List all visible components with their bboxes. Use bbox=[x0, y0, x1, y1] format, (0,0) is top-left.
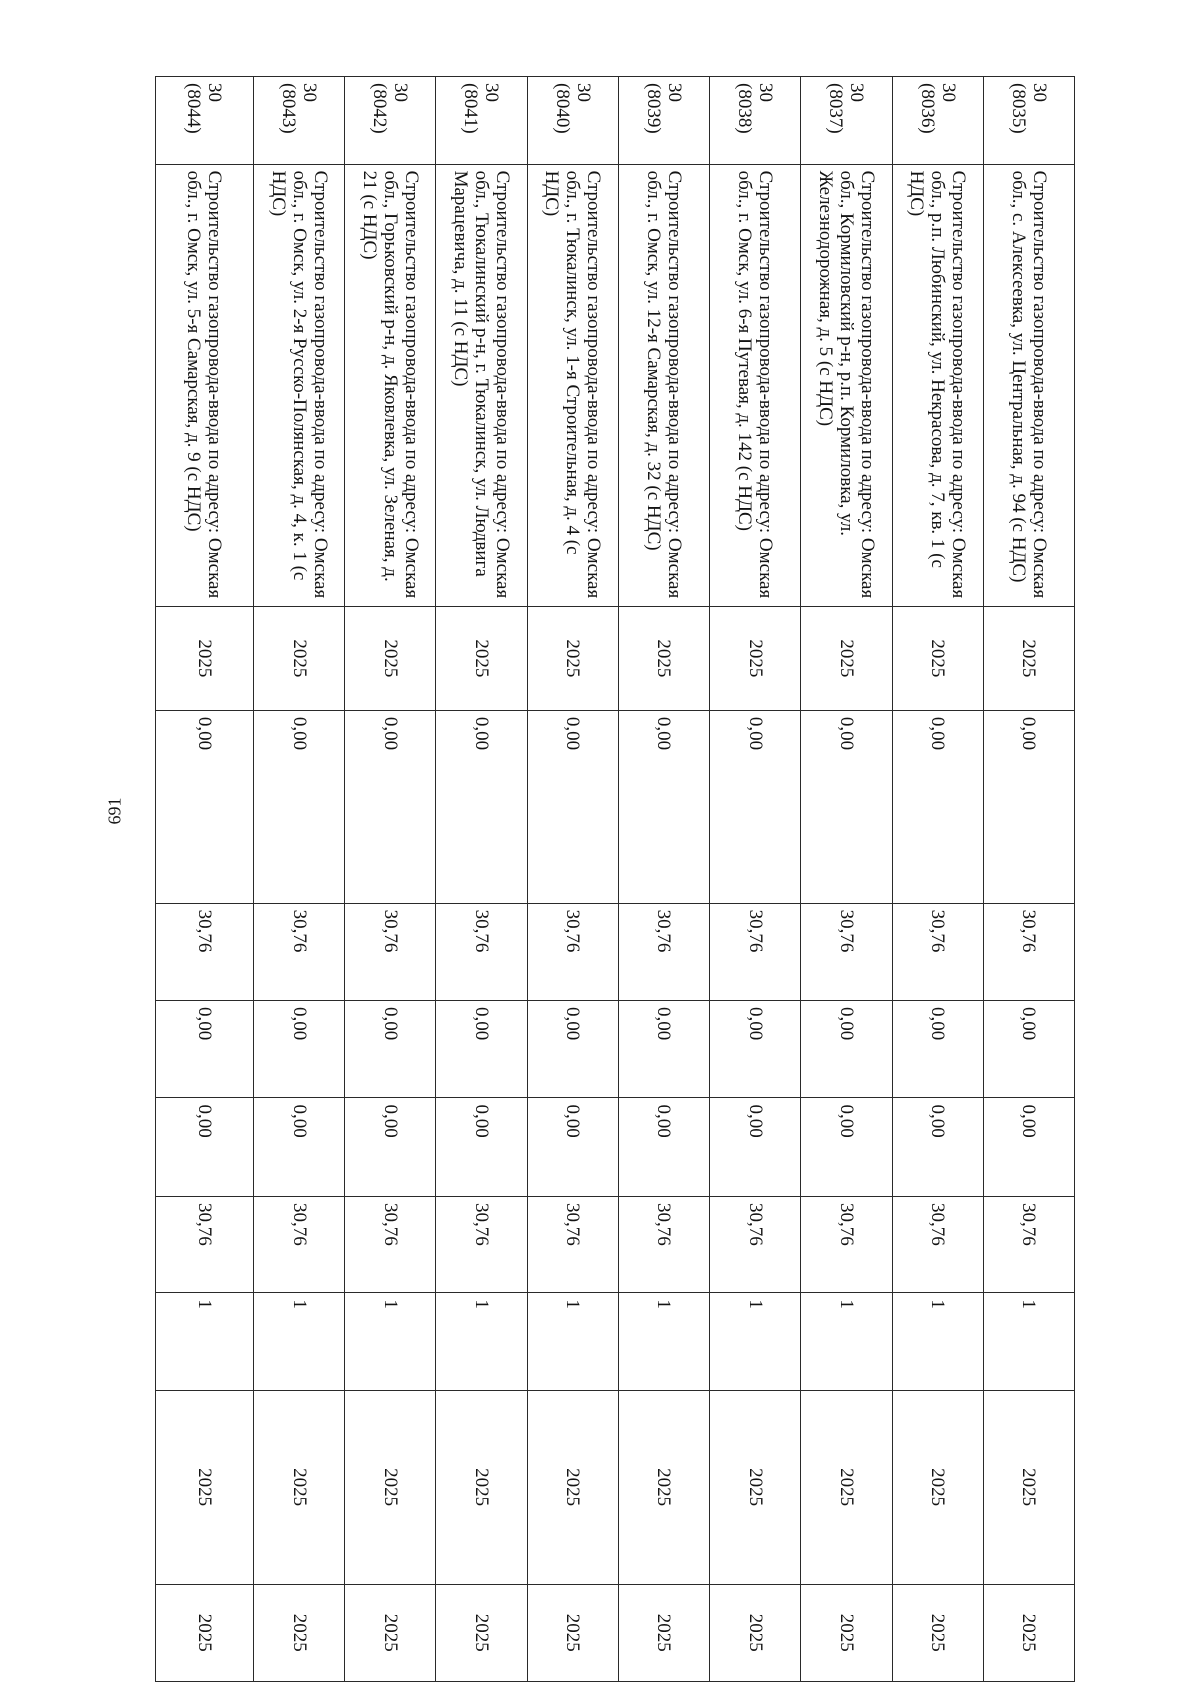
year-a-cell: 2025 bbox=[527, 1390, 618, 1584]
count-cell: 1 bbox=[436, 1293, 527, 1390]
row-code-group: 30 bbox=[1028, 83, 1050, 102]
page-number: 691 bbox=[104, 797, 125, 825]
value-a-cell: 0,00 bbox=[892, 710, 983, 903]
start-year-cell: 2025 bbox=[801, 606, 892, 710]
value-e-cell: 30,76 bbox=[156, 1196, 254, 1292]
value-e-cell: 30,76 bbox=[527, 1196, 618, 1292]
year-a-cell: 2025 bbox=[983, 1390, 1074, 1584]
row-code-group: 30 bbox=[390, 83, 412, 102]
year-a-cell: 2025 bbox=[436, 1390, 527, 1584]
value-e-cell: 30,76 bbox=[801, 1196, 892, 1292]
row-code-group: 30 bbox=[846, 83, 868, 102]
value-d-cell: 0,00 bbox=[618, 1098, 709, 1197]
table-row bbox=[983, 77, 1074, 1682]
year-b-cell: 2025 bbox=[892, 1584, 983, 1681]
value-a-cell: 0,00 bbox=[801, 710, 892, 903]
value-d-cell: 0,00 bbox=[436, 1098, 527, 1197]
year-a-cell: 2025 bbox=[253, 1390, 344, 1584]
value-c-cell: 0,00 bbox=[156, 1001, 254, 1098]
row-code-cell bbox=[253, 77, 344, 165]
year-b-cell: 2025 bbox=[618, 1584, 709, 1681]
year-a-cell: 2025 bbox=[710, 1390, 801, 1584]
value-d-cell: 0,00 bbox=[892, 1098, 983, 1197]
row-code-number: (8037) bbox=[825, 83, 847, 134]
object-name-cell: Строительство газопровода-ввода по адресу: Омская обл., Горьковский р-н, д. Яковлевка, ул. Зеленая, д. 21 (с НДС) bbox=[345, 164, 436, 606]
value-e-cell: 30,76 bbox=[983, 1196, 1074, 1292]
row-code-group: 30 bbox=[755, 83, 777, 102]
count-cell: 1 bbox=[527, 1293, 618, 1390]
year-b-cell: 2025 bbox=[253, 1584, 344, 1681]
row-code-group: 30 bbox=[204, 83, 226, 102]
object-name-cell: Строительство газопровода-ввода по адресу: Омская обл., Кормиловский р-н, р.п. Кормиловка, ул. Железнодорожная, д. 5 (с НДС) bbox=[801, 164, 892, 606]
start-year-cell: 2025 bbox=[983, 606, 1074, 710]
row-code-number: (8039) bbox=[642, 83, 664, 134]
year-b-cell: 2025 bbox=[710, 1584, 801, 1681]
row-code-number: (8043) bbox=[278, 83, 300, 134]
row-code-number: (8035) bbox=[1007, 83, 1029, 134]
row-code-number: (8044) bbox=[183, 83, 205, 134]
row-code-group: 30 bbox=[299, 83, 321, 102]
value-e-cell: 30,76 bbox=[436, 1196, 527, 1292]
row-code-cell bbox=[801, 77, 892, 165]
value-c-cell: 0,00 bbox=[345, 1001, 436, 1098]
value-a-cell: 0,00 bbox=[710, 710, 801, 903]
table-row bbox=[801, 77, 892, 1682]
table-row bbox=[710, 77, 801, 1682]
row-code-number: (8041) bbox=[460, 83, 482, 134]
rotated-table-sheet bbox=[155, 76, 1075, 1682]
year-b-cell: 2025 bbox=[983, 1584, 1074, 1681]
value-d-cell: 0,00 bbox=[253, 1098, 344, 1197]
row-code-cell bbox=[892, 77, 983, 165]
value-c-cell: 0,00 bbox=[801, 1001, 892, 1098]
count-cell: 1 bbox=[618, 1293, 709, 1390]
value-a-cell: 0,00 bbox=[527, 710, 618, 903]
table-row bbox=[345, 77, 436, 1682]
value-c-cell: 0,00 bbox=[892, 1001, 983, 1098]
value-b-cell: 30,76 bbox=[436, 903, 527, 1000]
value-e-cell: 30,76 bbox=[618, 1196, 709, 1292]
value-a-cell: 0,00 bbox=[436, 710, 527, 903]
count-cell: 1 bbox=[253, 1293, 344, 1390]
value-a-cell: 0,00 bbox=[253, 710, 344, 903]
count-cell: 1 bbox=[156, 1293, 254, 1390]
count-cell: 1 bbox=[710, 1293, 801, 1390]
row-code-cell bbox=[527, 77, 618, 165]
value-b-cell: 30,76 bbox=[156, 903, 254, 1000]
table-row bbox=[892, 77, 983, 1682]
value-b-cell: 30,76 bbox=[345, 903, 436, 1000]
year-a-cell: 2025 bbox=[618, 1390, 709, 1584]
start-year-cell: 2025 bbox=[710, 606, 801, 710]
value-d-cell: 0,00 bbox=[527, 1098, 618, 1197]
investment-table bbox=[155, 76, 1075, 1682]
object-name-cell: Строительство газопровода-ввода по адресу: Омская обл., Тюкалинский р-н, г. Тюкалинск, ул. Людвига Марацевича, д. 11 (с НДС) bbox=[436, 164, 527, 606]
start-year-cell: 2025 bbox=[618, 606, 709, 710]
year-a-cell: 2025 bbox=[345, 1390, 436, 1584]
value-b-cell: 30,76 bbox=[253, 903, 344, 1000]
row-code-group: 30 bbox=[572, 83, 594, 102]
value-b-cell: 30,76 bbox=[527, 903, 618, 1000]
count-cell: 1 bbox=[892, 1293, 983, 1390]
value-c-cell: 0,00 bbox=[436, 1001, 527, 1098]
value-d-cell: 0,00 bbox=[345, 1098, 436, 1197]
value-d-cell: 0,00 bbox=[801, 1098, 892, 1197]
value-c-cell: 0,00 bbox=[527, 1001, 618, 1098]
row-code-number: (8040) bbox=[551, 83, 573, 134]
object-name-cell: Строительство газопровода-ввода по адресу: Омская обл., г. Омск, ул. 12-я Самарская, д. 32 (с НДС) bbox=[618, 164, 709, 606]
start-year-cell: 2025 bbox=[345, 606, 436, 710]
row-code-cell bbox=[436, 77, 527, 165]
start-year-cell: 2025 bbox=[892, 606, 983, 710]
value-b-cell: 30,76 bbox=[801, 903, 892, 1000]
row-code-group: 30 bbox=[937, 83, 959, 102]
value-b-cell: 30,76 bbox=[618, 903, 709, 1000]
value-d-cell: 0,00 bbox=[983, 1098, 1074, 1197]
start-year-cell: 2025 bbox=[527, 606, 618, 710]
start-year-cell: 2025 bbox=[253, 606, 344, 710]
value-a-cell: 0,00 bbox=[345, 710, 436, 903]
object-name-cell: Строительство газопровода-ввода по адресу: Омская обл., г. Омск, ул. 6-я Путевая, д. 142 (с НДС) bbox=[710, 164, 801, 606]
value-a-cell: 0,00 bbox=[156, 710, 254, 903]
year-a-cell: 2025 bbox=[156, 1390, 254, 1584]
value-b-cell: 30,76 bbox=[892, 903, 983, 1000]
object-name-cell: Строительство газопровода-ввода по адресу: Омская обл., р.п. Любинский, ул. Некрасова, д. 7, кв. 1 (с НДС) bbox=[892, 164, 983, 606]
value-a-cell: 0,00 bbox=[618, 710, 709, 903]
value-c-cell: 0,00 bbox=[710, 1001, 801, 1098]
object-name-cell: Строительство газопровода-ввода по адресу: Омская обл., с. Алексеевка, ул. Центральная, д. 94 (с НДС) bbox=[983, 164, 1074, 606]
value-b-cell: 30,76 bbox=[983, 903, 1074, 1000]
table-row bbox=[618, 77, 709, 1682]
value-d-cell: 0,00 bbox=[710, 1098, 801, 1197]
value-d-cell: 0,00 bbox=[156, 1098, 254, 1197]
year-a-cell: 2025 bbox=[892, 1390, 983, 1584]
row-code-group: 30 bbox=[481, 83, 503, 102]
table-row bbox=[436, 77, 527, 1682]
row-code-cell bbox=[345, 77, 436, 165]
year-b-cell: 2025 bbox=[156, 1584, 254, 1681]
object-name-cell: Строительство газопровода-ввода по адресу: Омская обл., г. Тюкалинск, ул. 1-я Строительная, д. 4 (с НДС) bbox=[527, 164, 618, 606]
value-b-cell: 30,76 bbox=[710, 903, 801, 1000]
table-row bbox=[156, 77, 254, 1682]
value-e-cell: 30,76 bbox=[345, 1196, 436, 1292]
row-code-number: (8036) bbox=[916, 83, 938, 134]
count-cell: 1 bbox=[801, 1293, 892, 1390]
row-code-number: (8042) bbox=[369, 83, 391, 134]
row-code-cell bbox=[618, 77, 709, 165]
year-b-cell: 2025 bbox=[801, 1584, 892, 1681]
count-cell: 1 bbox=[983, 1293, 1074, 1390]
value-c-cell: 0,00 bbox=[253, 1001, 344, 1098]
table-body bbox=[156, 77, 1075, 1682]
row-code-number: (8038) bbox=[734, 83, 756, 134]
value-e-cell: 30,76 bbox=[892, 1196, 983, 1292]
object-name-cell: Строительство газопровода-ввода по адресу: Омская обл., г. Омск, ул. 5-я Самарская, д. 9 (с НДС) bbox=[156, 164, 254, 606]
table-row bbox=[527, 77, 618, 1682]
start-year-cell: 2025 bbox=[436, 606, 527, 710]
year-b-cell: 2025 bbox=[345, 1584, 436, 1681]
row-code-cell bbox=[710, 77, 801, 165]
year-a-cell: 2025 bbox=[801, 1390, 892, 1584]
table-row bbox=[253, 77, 344, 1682]
year-b-cell: 2025 bbox=[527, 1584, 618, 1681]
value-c-cell: 0,00 bbox=[983, 1001, 1074, 1098]
object-name-cell: Строительство газопровода-ввода по адресу: Омская обл., г. Омск, ул. 2-я Русско-Полянская, д. 4, к. 1 (с НДС) bbox=[253, 164, 344, 606]
value-e-cell: 30,76 bbox=[253, 1196, 344, 1292]
row-code-group: 30 bbox=[663, 83, 685, 102]
value-e-cell: 30,76 bbox=[710, 1196, 801, 1292]
count-cell: 1 bbox=[345, 1293, 436, 1390]
row-code-cell bbox=[983, 77, 1074, 165]
row-code-cell bbox=[156, 77, 254, 165]
value-c-cell: 0,00 bbox=[618, 1001, 709, 1098]
year-b-cell: 2025 bbox=[436, 1584, 527, 1681]
start-year-cell: 2025 bbox=[156, 606, 254, 710]
value-a-cell: 0,00 bbox=[983, 710, 1074, 903]
